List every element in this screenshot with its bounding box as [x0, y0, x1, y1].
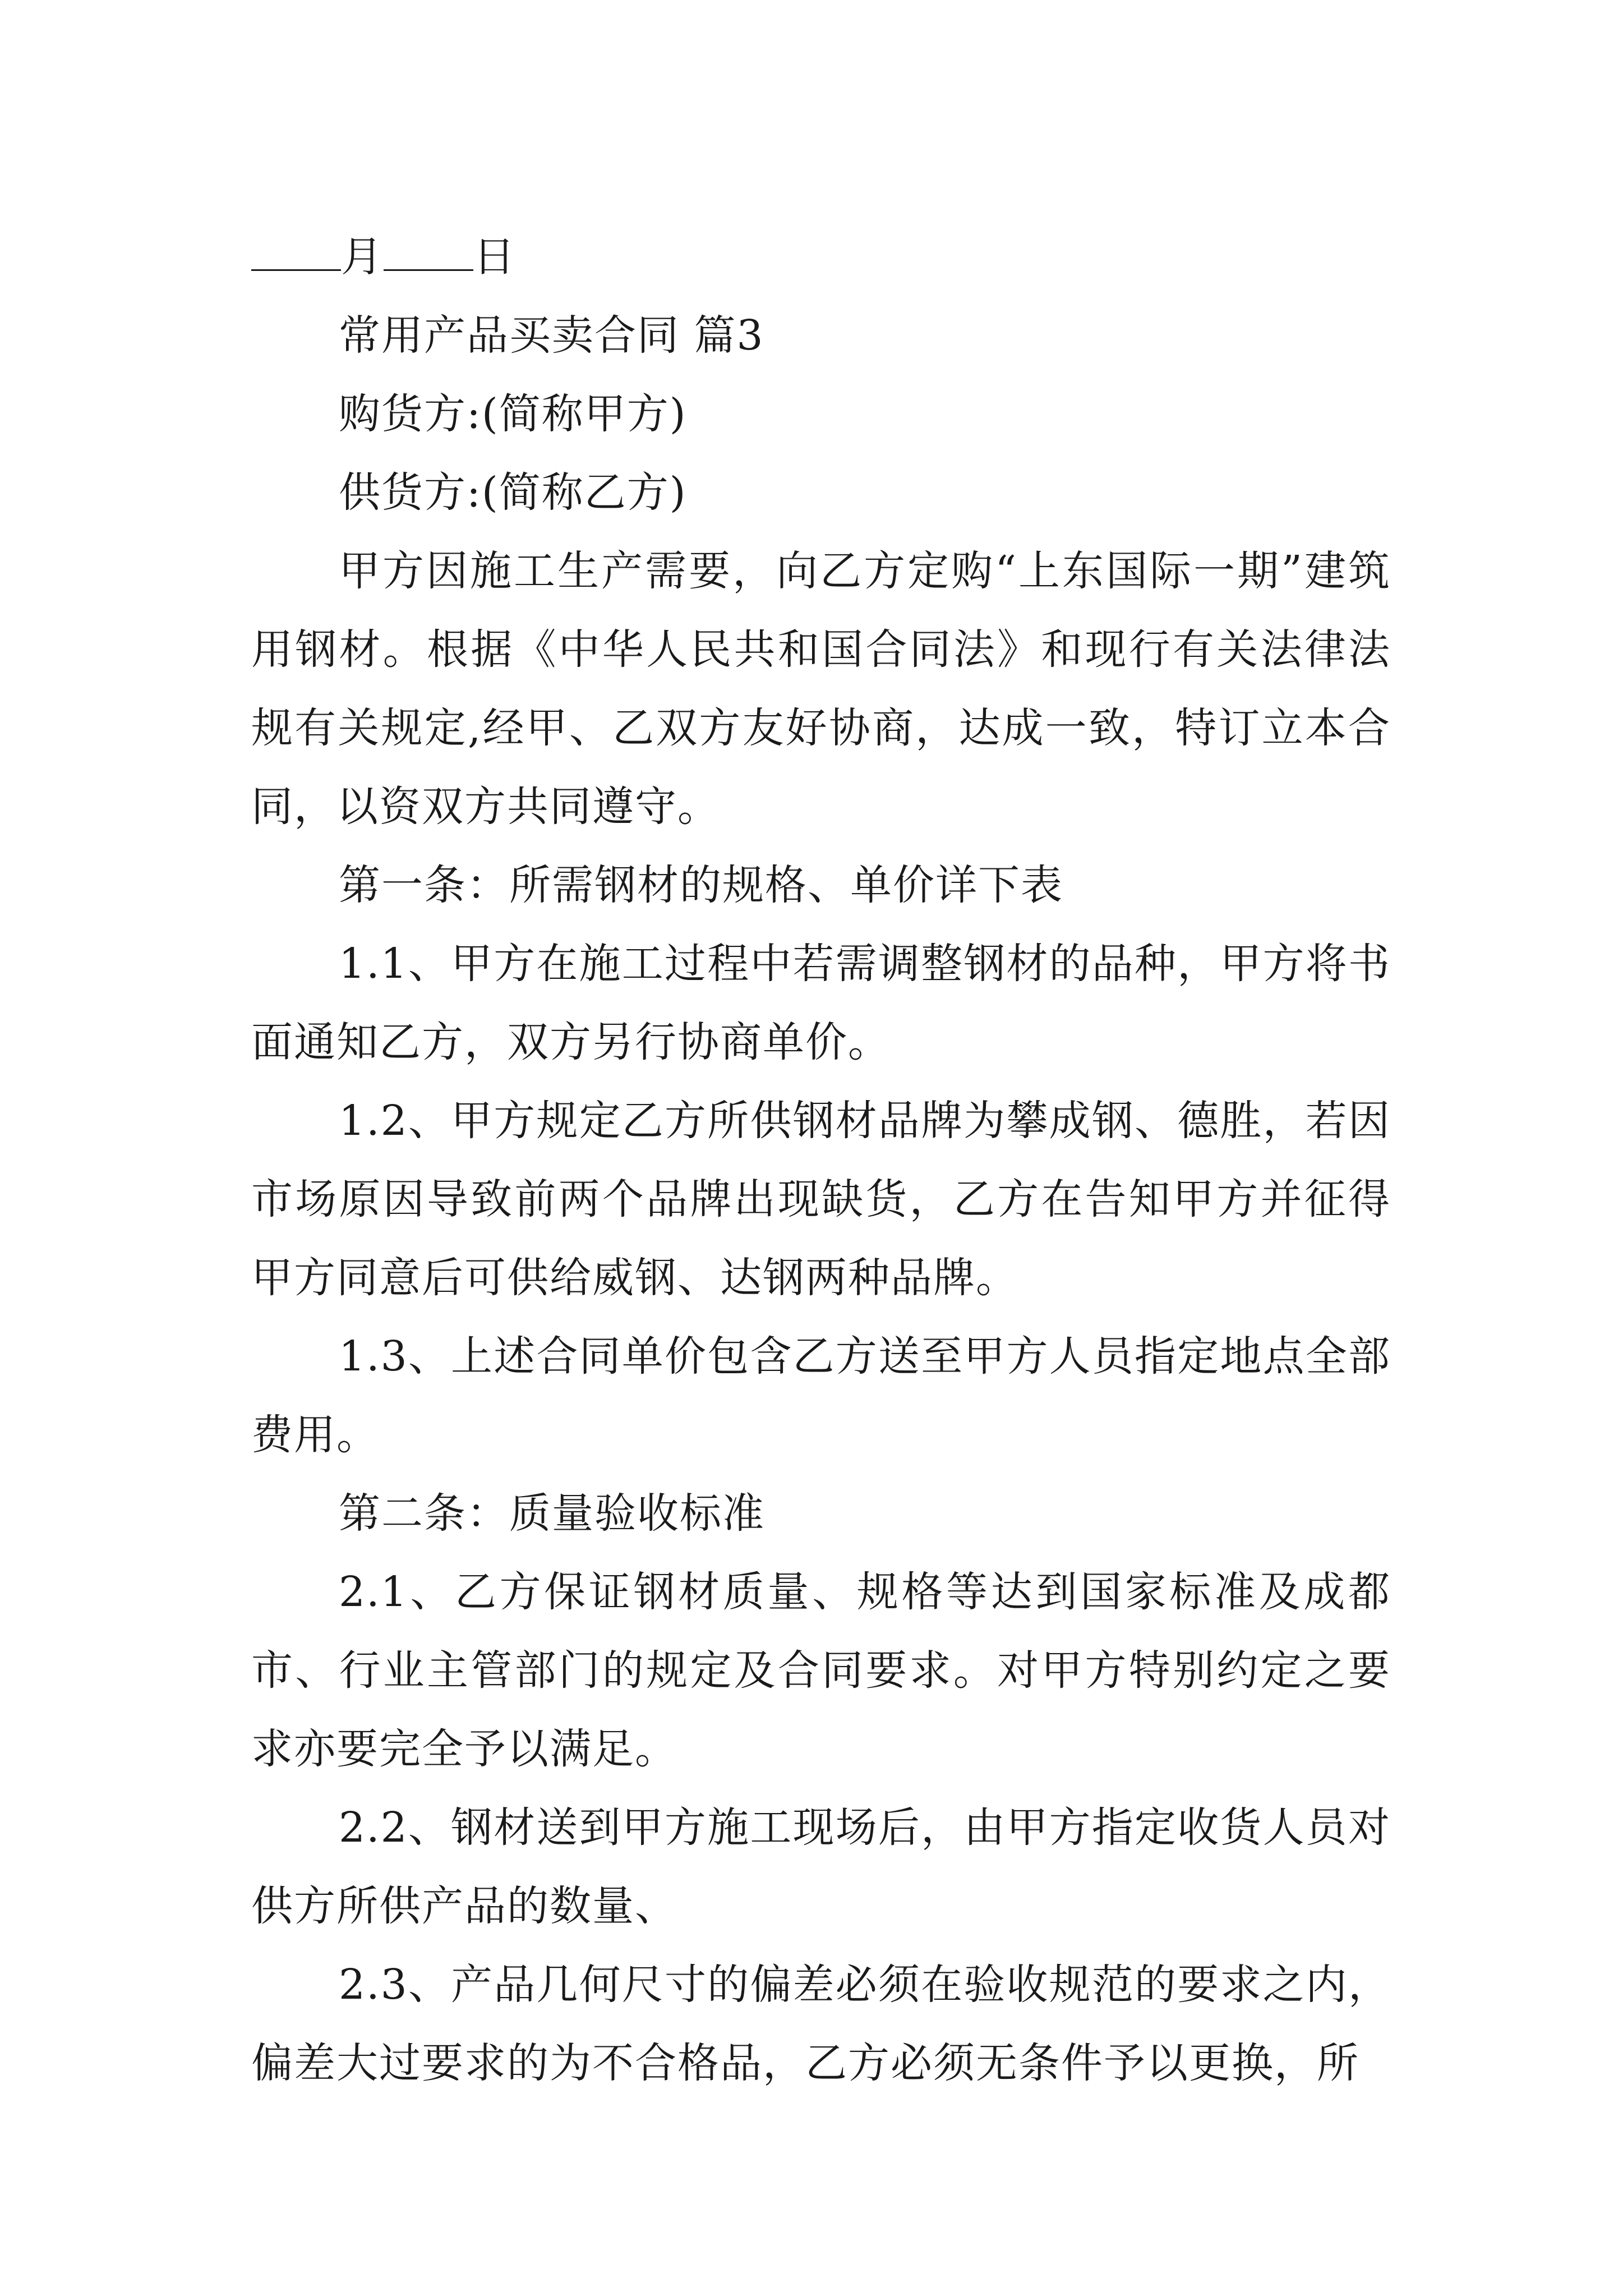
day-label: 日 — [473, 233, 516, 281]
article-2-heading: 第二条：质量验收标准 — [339, 1489, 765, 1538]
clause-1-2: 1.2、甲方规定乙方所供钢材品牌为攀成钢、德胜，若因市场原因导致前两个品牌出现缺货，乙方在告知甲方并征得甲方同意后可供给威钢、达钢两种品牌。 — [251, 1097, 1391, 1302]
clause-1-3: 1.3、上述合同单价包含乙方送至甲方人员指定地点全部费用。 — [251, 1332, 1391, 1459]
clause-2-1: 2.1、乙方保证钢材质量、规格等达到国家标准及成都市、行业主管部门的规定及合同要求。对甲方特别约定之要求亦要完全予以满足。 — [251, 1568, 1391, 1773]
month-label: 月 — [341, 233, 384, 281]
day-blank — [384, 230, 473, 271]
month-blank — [251, 230, 341, 271]
buyer-line: 购货方:(简称甲方) — [339, 390, 687, 438]
clause-1-1: 1.1、甲方在施工过程中若需调整钢材的品种，甲方将书面通知乙方，双方另行协商单价。 — [251, 940, 1391, 1066]
clause-2-2: 2.2、钢材送到甲方施工现场后，由甲方指定收货人员对供方所供产品的数量、 — [251, 1803, 1391, 1930]
article-1-heading: 第一条：所需钢材的规格、单价详下表 — [339, 861, 1063, 909]
date-line — [251, 218, 1391, 296]
supplier-line: 供货方:(简称乙方) — [339, 468, 687, 517]
preamble-paragraph: 甲方因施工生产需要，向乙方定购“上东国际一期”建筑用钢材。根据《中华人民共和国合同法》和现行有关法律法规有关规定,经甲、乙双方友好协商，达成一致，特订立本合同，以资双方共同遵守。 — [251, 547, 1391, 831]
section-title: 常用产品买卖合同 篇3 — [339, 311, 764, 360]
clause-2-3: 2.3、产品几何尺寸的偏差必须在验收规范的要求之内，偏差大过要求的为不合格品，乙方必须无条件予以更换，所 — [251, 1961, 1391, 2087]
document-body — [251, 218, 1391, 2102]
